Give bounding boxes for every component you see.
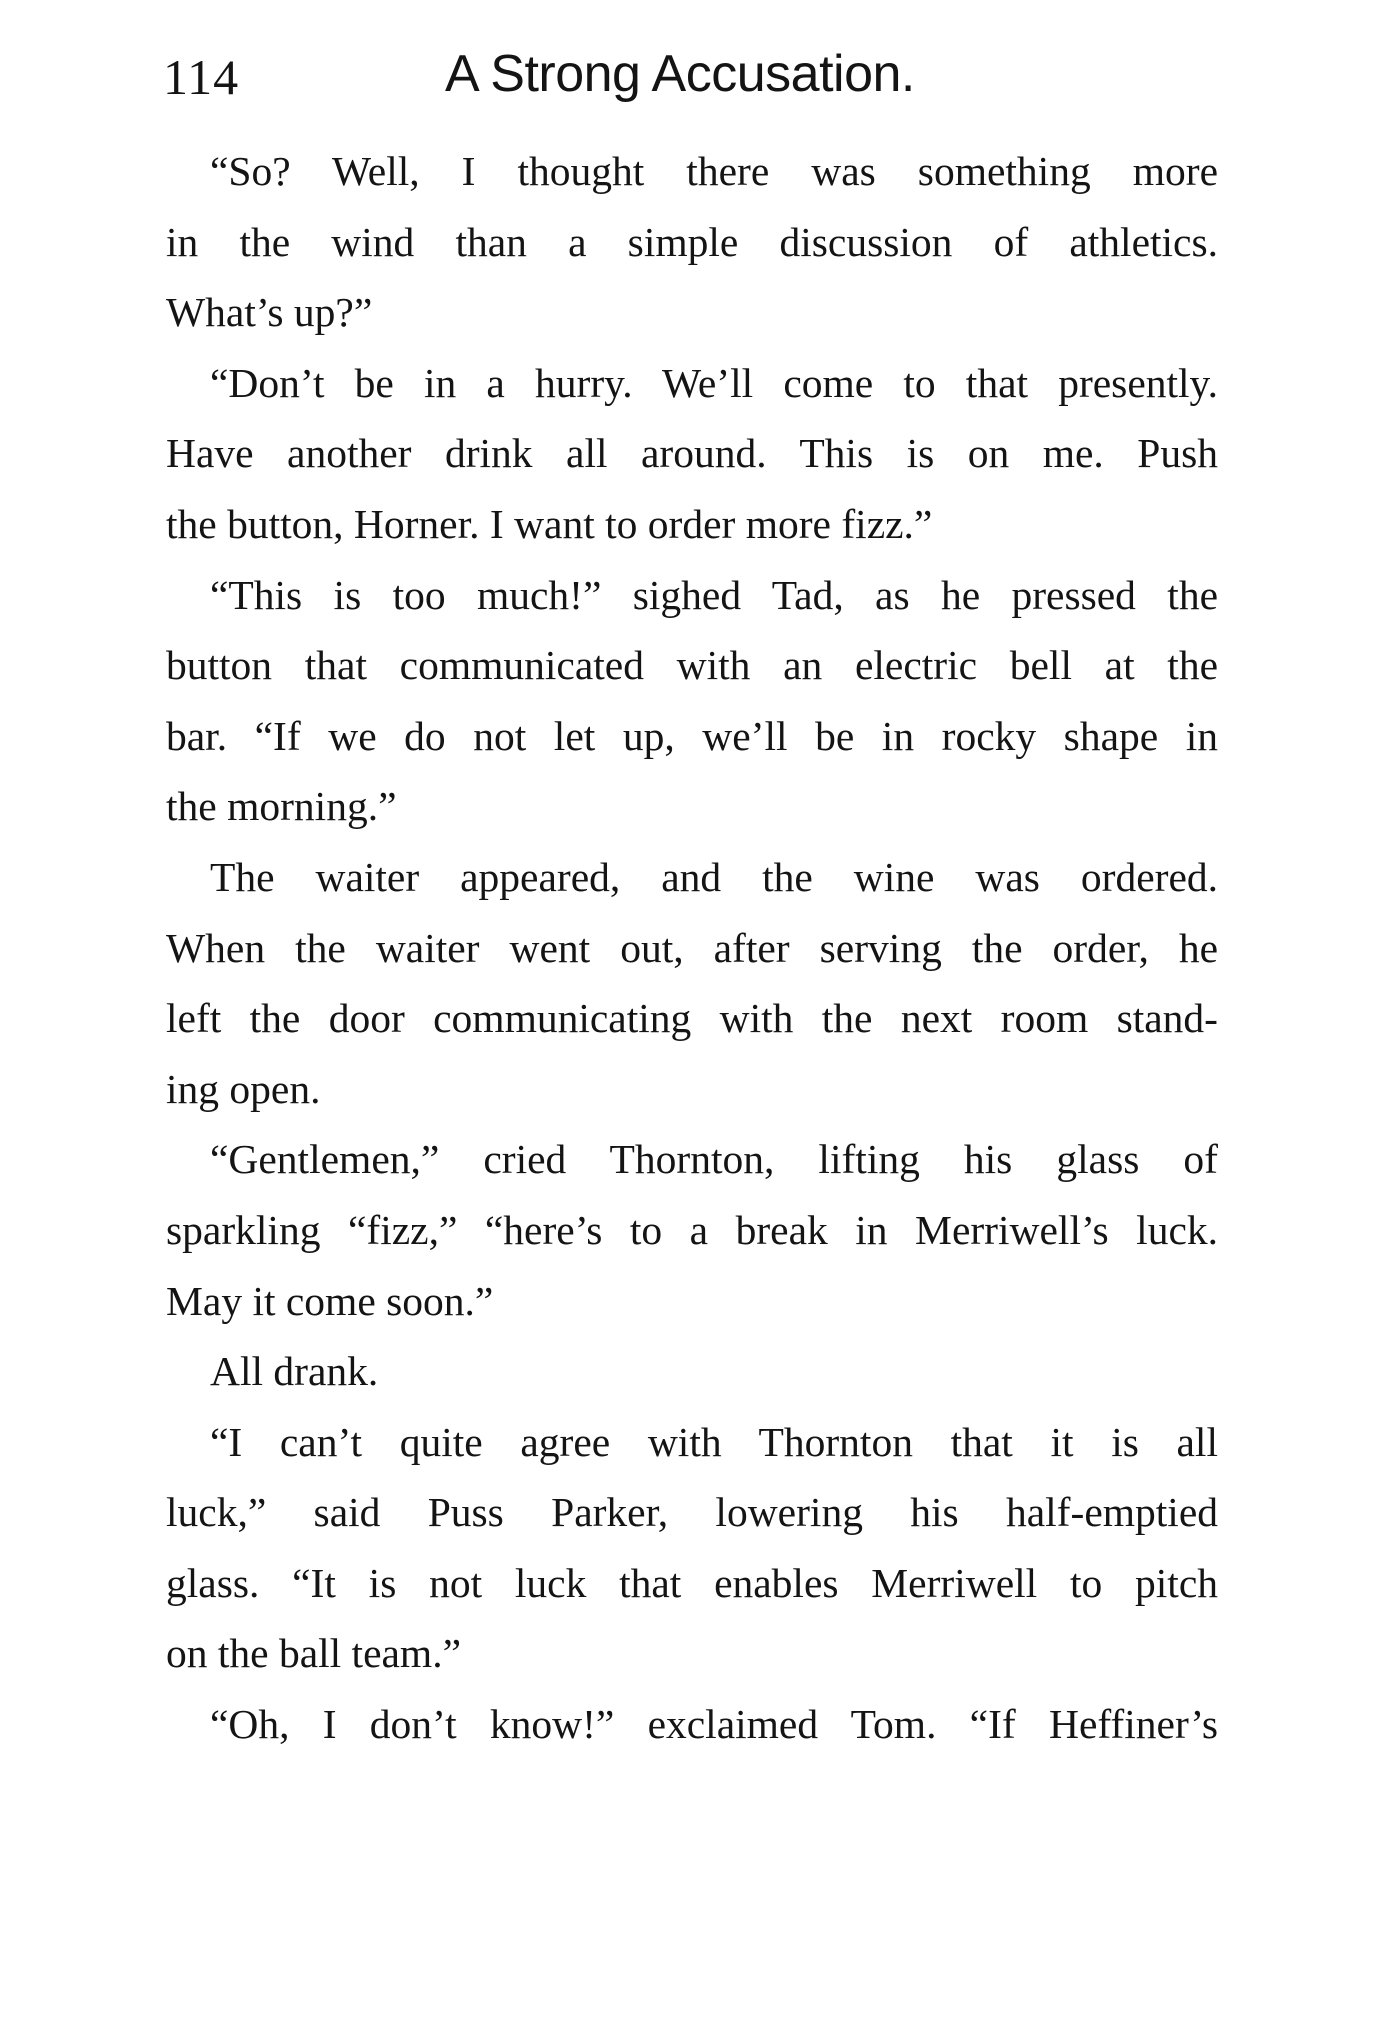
body-text: [166, 136, 1218, 1760]
text-line: “I can’t quite agree with Thornton that it is all: [210, 1418, 1218, 1465]
text-line: “So? Well, I thought there was something more: [210, 148, 1218, 194]
text-line: sparkling “fizz,” “here’s to a break in Merriwell’s luck.: [166, 1206, 1218, 1253]
text-line: left the door communicating with the next room stand-: [166, 995, 1218, 1042]
text-line: glass. “It is not luck that enables Merriwell to pitch: [166, 1559, 1218, 1606]
text-line: the button, Horner. I want to order more fizz.”: [166, 500, 933, 547]
page-number: 114: [163, 49, 240, 105]
text-line: When the waiter went out, after serving the order, he: [166, 924, 1218, 971]
text-line: “Don’t be in a hurry. We’ll come to that presently.: [210, 359, 1218, 406]
running-title: A Strong Accusation.: [445, 45, 915, 103]
text-line: Have another drink all around. This is on me. Push: [166, 430, 1218, 477]
text-line: bar. “If we do not let up, we’ll be in rocky shape in: [166, 712, 1218, 759]
text-line: ing open.: [166, 1065, 321, 1112]
text-line: the morning.”: [166, 783, 397, 830]
page-header: [163, 38, 1218, 118]
text-line: The waiter appeared, and the wine was ordered.: [210, 853, 1218, 900]
text-line: What’s up?”: [166, 289, 373, 336]
text-line: luck,” said Puss Parker, lowering his half-emptied: [166, 1489, 1218, 1536]
text-line: All drank.: [210, 1348, 379, 1395]
text-line: May it come soon.”: [166, 1277, 494, 1324]
text-line: “Oh, I don’t know!” exclaimed Tom. “If Heffiner’s: [210, 1701, 1218, 1748]
text-line: on the ball team.”: [166, 1630, 461, 1677]
text-line: button that communicated with an electric bell at the: [166, 642, 1218, 689]
text-line: “Gentlemen,” cried Thornton, lifting his glass of: [210, 1136, 1218, 1183]
text-line: “This is too much!” sighed Tad, as he pressed the: [210, 571, 1218, 618]
text-line: in the wind than a simple discussion of athletics.: [166, 218, 1218, 265]
